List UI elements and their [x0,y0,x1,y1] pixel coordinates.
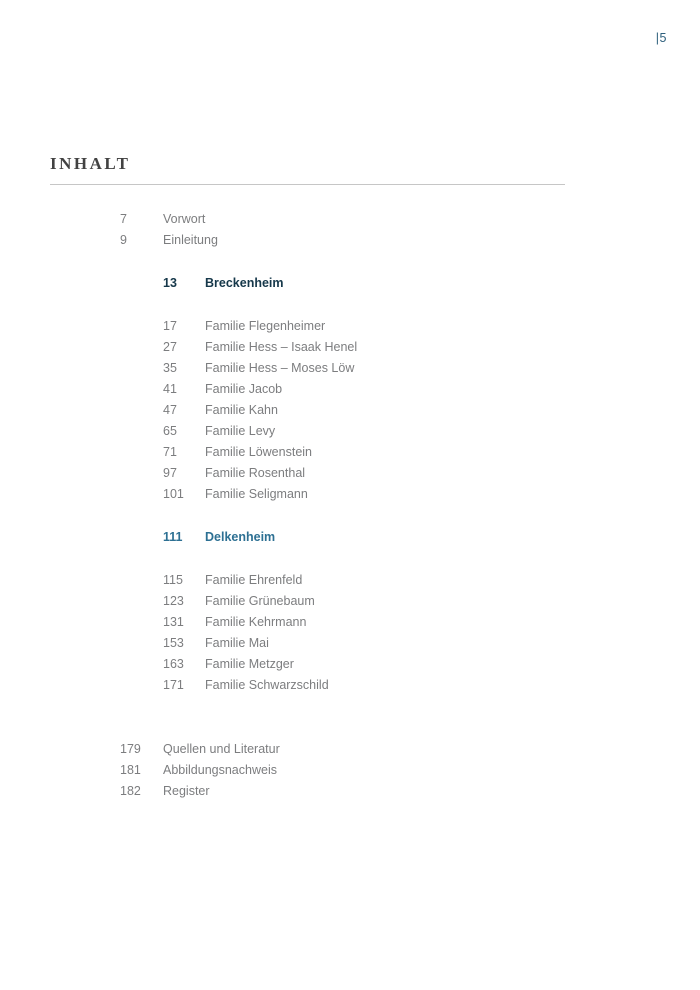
toc-row [0,337,700,358]
toc-row-section-delkenheim [0,527,700,548]
toc-page-number: 47 [163,403,177,417]
toc-page-number: 115 [163,573,183,587]
toc-label: Familie Schwarzschild [205,678,329,692]
page-title: INHALT [50,154,131,173]
toc-row [0,358,700,379]
page-number: |5 [655,31,667,45]
toc-back-matter [0,739,700,802]
toc-page-number: 101 [163,487,184,501]
toc-page-number: 123 [163,594,184,608]
toc-label: Familie Rosenthal [205,466,306,480]
toc-row [0,675,700,696]
toc-page-number: 153 [163,636,184,650]
toc-row [0,442,700,463]
toc-label: Familie Kahn [205,403,278,417]
toc-label: Breckenheim [205,276,284,290]
toc-page-number: 171 [163,678,184,692]
toc-row [0,760,700,781]
toc-row [0,230,700,251]
toc-page-number: 181 [120,763,141,777]
toc-label: Familie Ehrenfeld [205,573,303,587]
toc-label: Quellen und Literatur [163,742,280,756]
toc-label: Familie Jacob [205,382,283,396]
toc-page-number: 13 [163,276,177,290]
toc-label: Familie Seligmann [205,487,308,501]
toc-label: Familie Flegenheimer [205,319,326,333]
toc-label: Familie Hess – Moses Löw [205,361,355,375]
toc-page-number: 182 [120,784,141,798]
toc-page-number: 131 [163,615,184,629]
toc-row [0,570,700,591]
toc-page-number: 41 [163,382,177,396]
toc-page-number: 163 [163,657,184,671]
toc-label: Einleitung [163,233,218,247]
toc-label: Familie Kehrmann [205,615,307,629]
toc-page-number: 27 [163,340,177,354]
toc-label: Familie Mai [205,636,269,650]
toc-row [0,781,700,802]
toc-row [0,400,700,421]
table-of-contents [0,209,700,802]
toc-page-number: 111 [163,530,183,544]
toc-label: Familie Levy [205,424,276,438]
toc-label: Delkenheim [205,530,276,544]
toc-row [0,379,700,400]
toc-label: Familie Löwenstein [205,445,312,459]
toc-label: Abbildungsnachweis [163,763,277,777]
toc-row [0,209,700,230]
toc-page-number: 35 [163,361,177,375]
toc-page-number: 97 [163,466,177,480]
toc-label: Familie Metzger [205,657,294,671]
heading-divider [50,184,565,185]
toc-row [0,591,700,612]
toc-row [0,739,700,760]
toc-row [0,463,700,484]
toc-row-section-breckenheim [0,273,700,294]
toc-label: Register [163,784,210,798]
toc-page-number: 179 [120,742,141,756]
toc-row [0,612,700,633]
toc-label: Familie Hess – Isaak Henel [205,340,358,354]
toc-label: Vorwort [163,212,206,226]
toc-label: Familie Grünebaum [205,594,315,608]
toc-page-number: 9 [120,233,127,247]
toc-page-number: 71 [163,445,177,459]
toc-page-number: 65 [163,424,177,438]
toc-row [0,316,700,337]
toc-page-number: 17 [163,319,177,333]
toc-row [0,484,700,505]
toc-page-number: 7 [120,212,127,226]
toc-row [0,654,700,675]
toc-row [0,633,700,654]
toc-row [0,421,700,442]
